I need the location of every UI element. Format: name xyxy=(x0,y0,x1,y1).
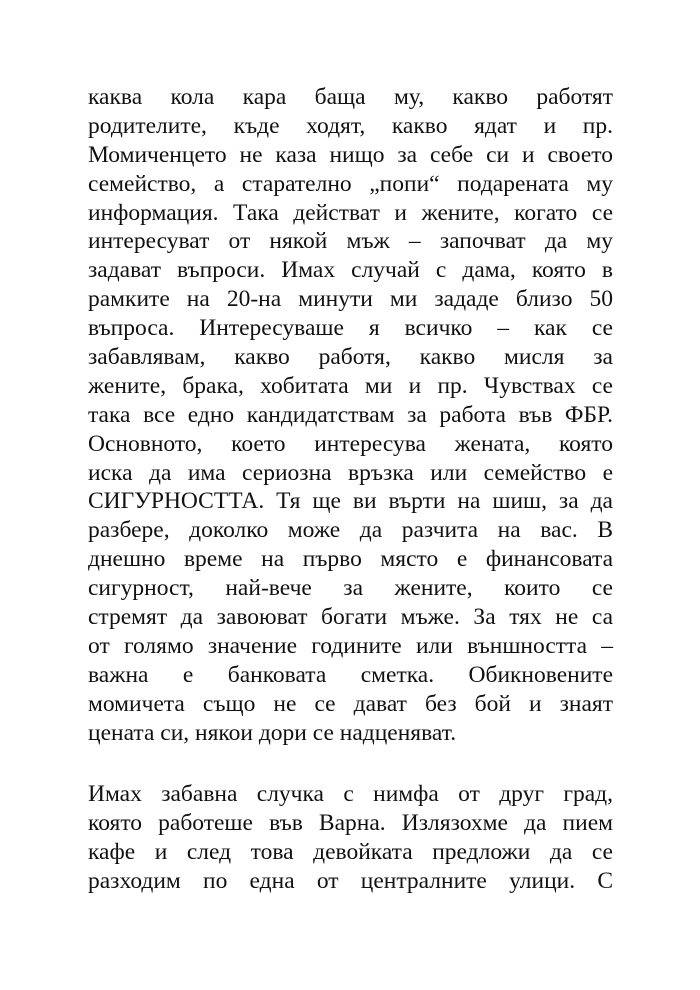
text-line: каква кола кара баща му, какво работят xyxy=(88,84,613,110)
text-line: задават въпроси. Имах случай с дама, която в xyxy=(88,257,613,284)
text-line: интересуват от някой мъж – започват да му xyxy=(88,228,613,255)
text-line: информация. Така действат и жените, когато се xyxy=(88,199,613,226)
text-line: кафе и след това девойката предложи да се xyxy=(88,838,613,865)
paragraph-1 xyxy=(88,83,613,747)
text-line: важна е банковата сметка. Обикновените xyxy=(88,661,613,688)
text-line: стремят да завоюват богати мъже. За тях не са xyxy=(88,604,613,631)
paragraph-2 xyxy=(88,780,613,896)
text-line: семейство, а старателно „попи“ подарената му xyxy=(88,170,613,197)
text-line: Момиченцето не каза нищо за себе си и своето xyxy=(88,141,613,168)
text-line: която работеше във Варна. Излязохме да пием xyxy=(88,809,613,836)
text-line: цената си, някои дори се надценяват. xyxy=(88,719,457,746)
text-line: така все едно кандидатствам за работа във ФБР. xyxy=(88,401,613,428)
text-line: разбере, доколко може да разчита на вас. В xyxy=(88,517,613,544)
text-line: СИГУРНОСТТА. Тя ще ви върти на шиш, за да xyxy=(88,488,613,515)
text-line: днешно време на първо място е финансовата xyxy=(88,546,613,573)
text-line: жените, брака, хобитата ми и пр. Чувствах се xyxy=(88,372,613,399)
text-line: разходим по една от централните улици. С xyxy=(88,867,613,894)
text-line: иска да има сериозна връзка или семейство е xyxy=(88,459,613,486)
text-line: момичета също не се дават без бой и знаят xyxy=(88,690,613,717)
text-line: сигурност, най-вече за жените, които се xyxy=(88,575,613,602)
text-line: рамките на 20-на минути ми зададе близо 50 xyxy=(88,286,613,313)
text-line: въпроса. Интересуваше я всичко – как се xyxy=(88,315,613,342)
text-line: забавлявам, какво работя, какво мисля за xyxy=(88,344,613,371)
text-line: Основното, което интересува жената, която xyxy=(88,430,613,457)
text-line: родителите, къде ходят, какво ядат и пр. xyxy=(88,112,613,139)
text-line: от голямо значение годините или външността – xyxy=(88,632,613,659)
text-line: Имах забавна случка с нимфа от друг град, xyxy=(88,781,613,807)
